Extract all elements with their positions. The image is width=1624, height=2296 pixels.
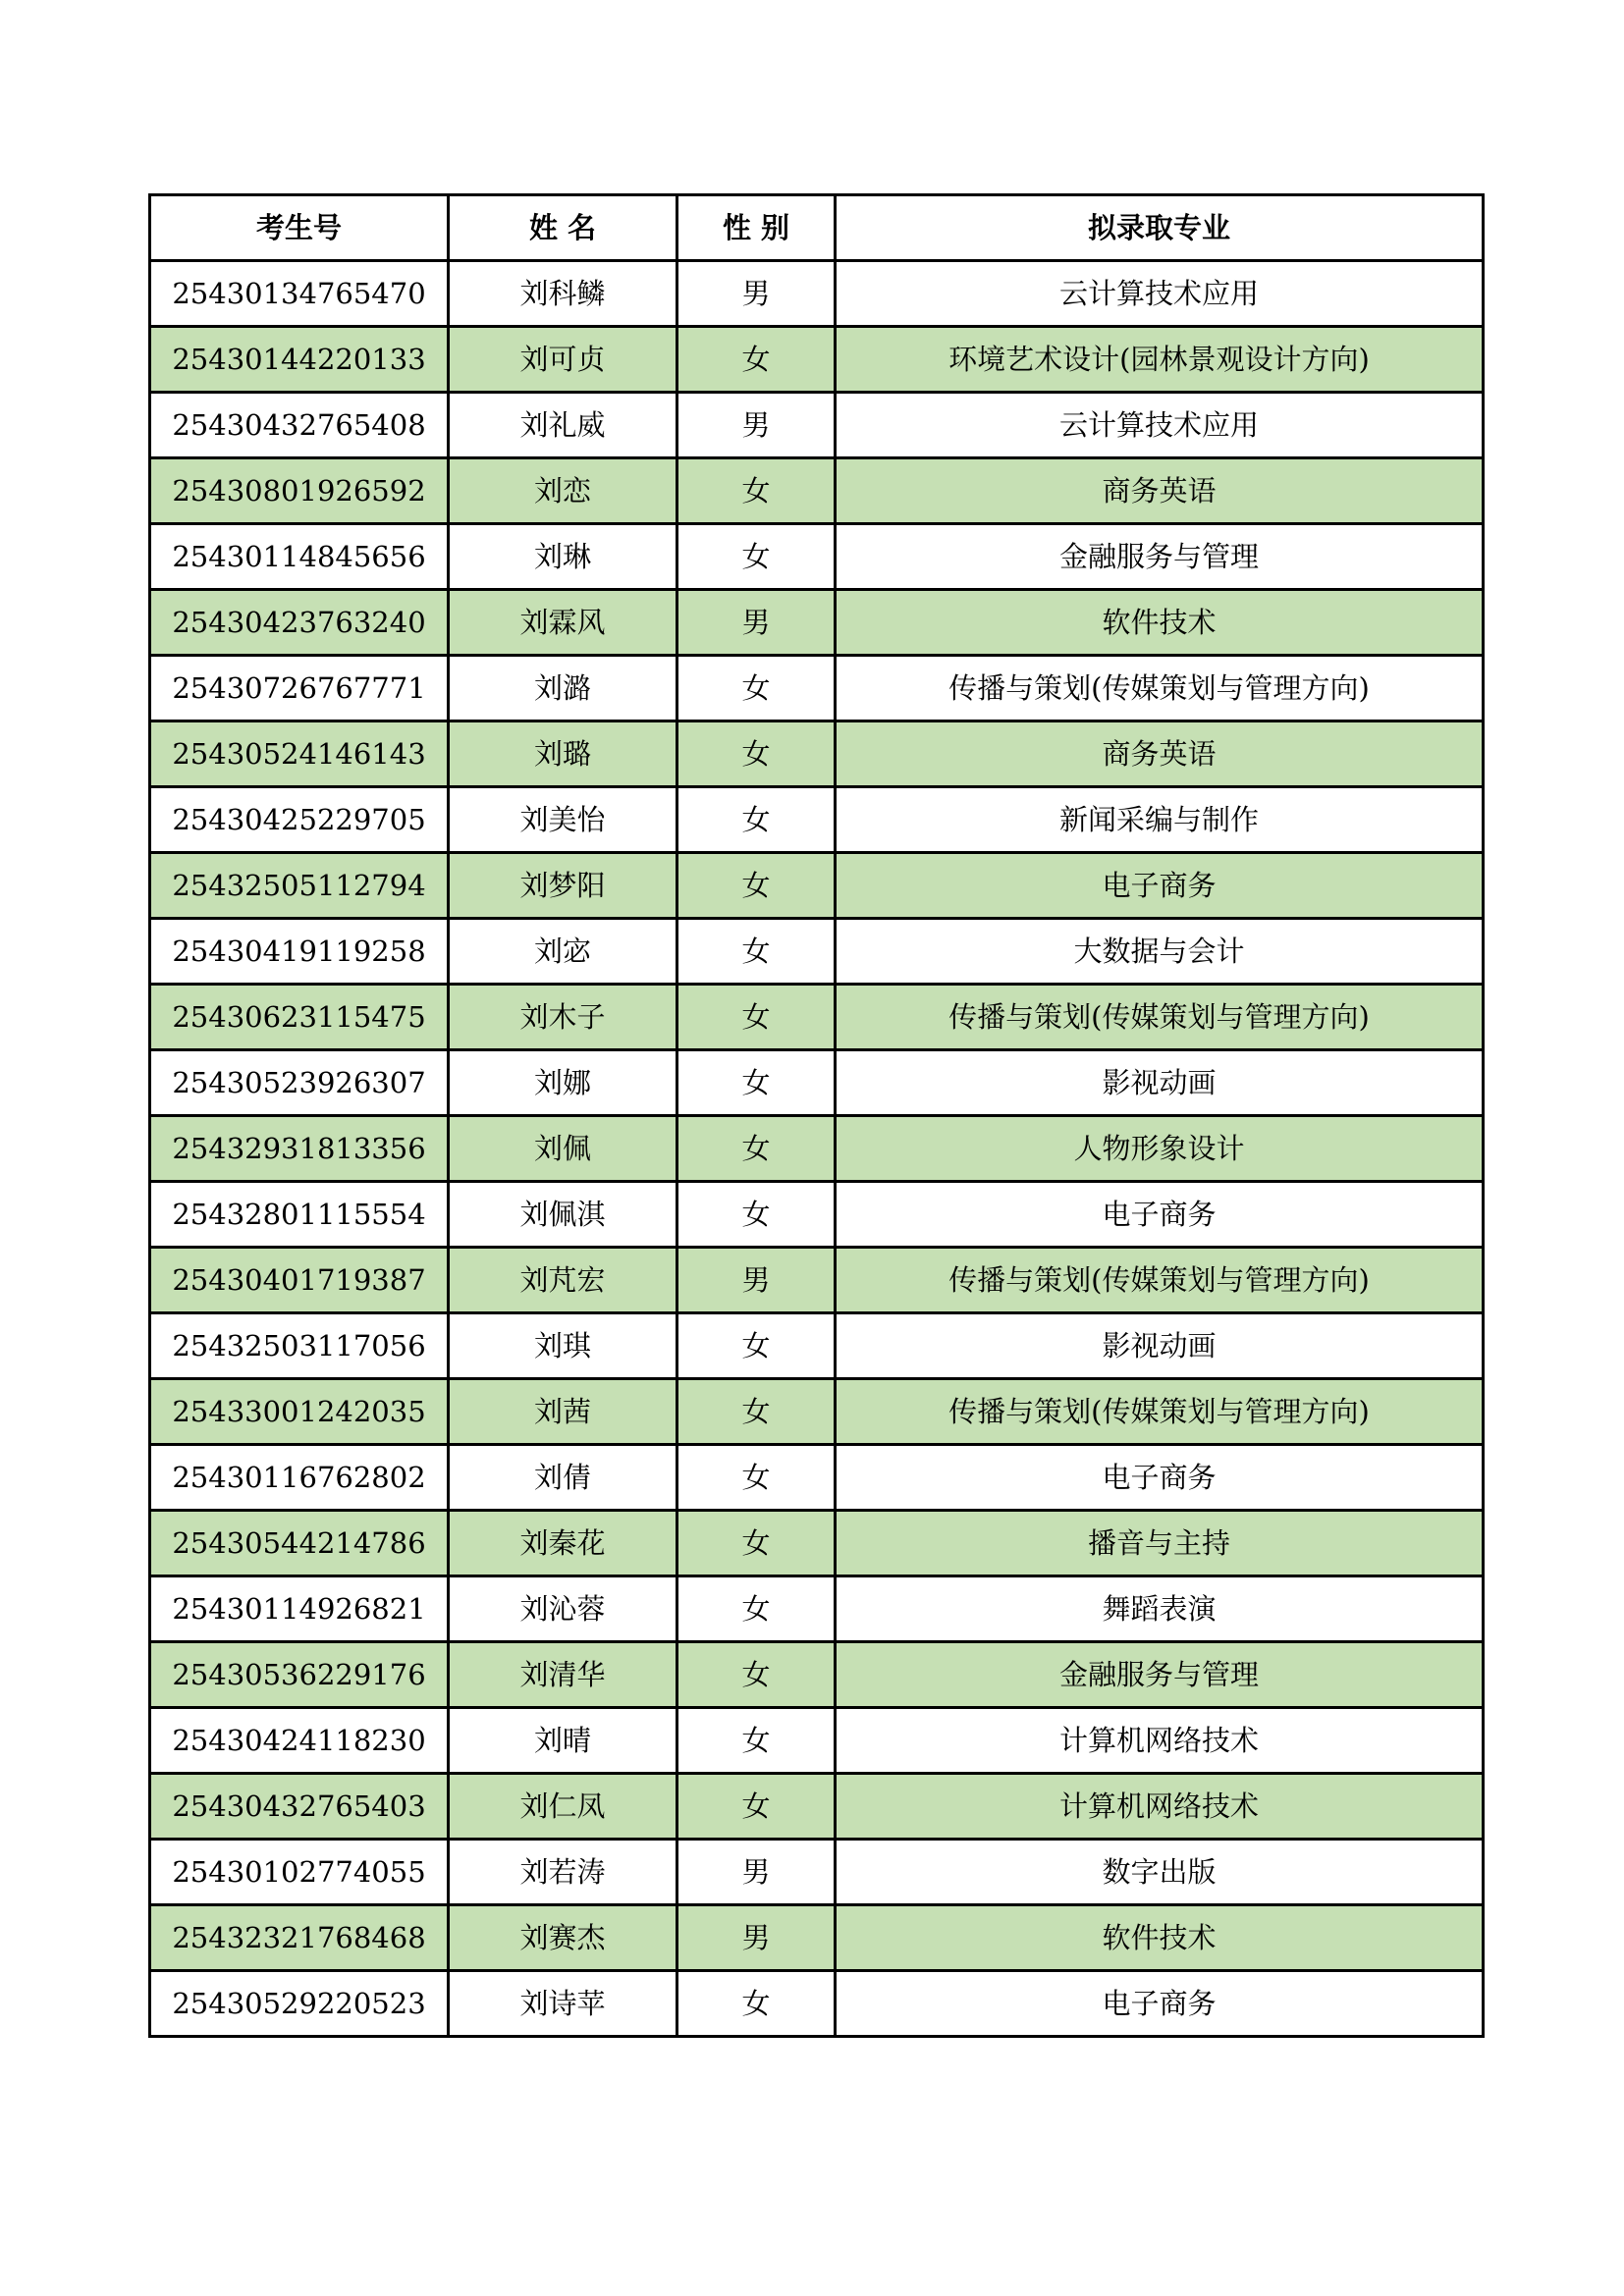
cell-major: 播音与主持	[836, 1511, 1484, 1576]
cell-exam-id: 25430401719387	[150, 1248, 449, 1313]
cell-gender: 女	[677, 1774, 836, 1840]
cell-name: 刘沁蓉	[449, 1576, 677, 1642]
cell-gender: 女	[677, 1379, 836, 1445]
cell-exam-id: 25430726767771	[150, 656, 449, 721]
cell-name: 刘晴	[449, 1708, 677, 1774]
table-row	[150, 1511, 1484, 1576]
cell-name: 刘美怡	[449, 787, 677, 853]
cell-exam-id: 25432931813356	[150, 1116, 449, 1182]
cell-major: 软件技术	[836, 1905, 1484, 1971]
table-row	[150, 327, 1484, 393]
header-gender: 性 别	[677, 195, 836, 261]
cell-major: 影视动画	[836, 1050, 1484, 1116]
cell-exam-id: 25430432765408	[150, 393, 449, 458]
cell-exam-id: 25430801926592	[150, 458, 449, 524]
table-row	[150, 1774, 1484, 1840]
cell-major: 电子商务	[836, 1182, 1484, 1248]
cell-gender: 女	[677, 1971, 836, 2037]
cell-gender: 男	[677, 261, 836, 327]
cell-name: 刘宓	[449, 919, 677, 985]
table-row	[150, 1642, 1484, 1708]
cell-gender: 女	[677, 919, 836, 985]
table-row	[150, 787, 1484, 853]
table-row	[150, 524, 1484, 590]
cell-name: 刘璐	[449, 721, 677, 787]
cell-name: 刘恋	[449, 458, 677, 524]
cell-major: 计算机网络技术	[836, 1708, 1484, 1774]
cell-gender: 女	[677, 985, 836, 1050]
table-row	[150, 1576, 1484, 1642]
cell-name: 刘佩	[449, 1116, 677, 1182]
cell-exam-id: 25430114926821	[150, 1576, 449, 1642]
table-row	[150, 1971, 1484, 2037]
cell-gender: 女	[677, 1708, 836, 1774]
cell-exam-id: 25430623115475	[150, 985, 449, 1050]
cell-major: 传播与策划(传媒策划与管理方向)	[836, 1248, 1484, 1313]
cell-exam-id: 25430432765403	[150, 1774, 449, 1840]
cell-gender: 女	[677, 1116, 836, 1182]
header-name: 姓 名	[449, 195, 677, 261]
admission-table	[148, 193, 1485, 2038]
cell-gender: 女	[677, 1313, 836, 1379]
cell-name: 刘仁凤	[449, 1774, 677, 1840]
table-body	[150, 261, 1484, 2037]
cell-gender: 女	[677, 1050, 836, 1116]
cell-exam-id: 25430134765470	[150, 261, 449, 327]
cell-exam-id: 25430116762802	[150, 1445, 449, 1511]
cell-exam-id: 25430536229176	[150, 1642, 449, 1708]
cell-exam-id: 25430423763240	[150, 590, 449, 656]
header-exam-id: 考生号	[150, 195, 449, 261]
table-row	[150, 1708, 1484, 1774]
cell-gender: 女	[677, 853, 836, 919]
cell-major: 环境艺术设计(园林景观设计方向)	[836, 327, 1484, 393]
cell-major: 电子商务	[836, 853, 1484, 919]
table-row	[150, 393, 1484, 458]
cell-exam-id: 25430419119258	[150, 919, 449, 985]
cell-name: 刘梦阳	[449, 853, 677, 919]
cell-exam-id: 25430102774055	[150, 1840, 449, 1905]
cell-major: 传播与策划(传媒策划与管理方向)	[836, 985, 1484, 1050]
cell-gender: 女	[677, 787, 836, 853]
table-row	[150, 458, 1484, 524]
cell-major: 影视动画	[836, 1313, 1484, 1379]
table-row	[150, 590, 1484, 656]
cell-major: 金融服务与管理	[836, 524, 1484, 590]
cell-gender: 女	[677, 1182, 836, 1248]
cell-name: 刘霖风	[449, 590, 677, 656]
cell-gender: 女	[677, 327, 836, 393]
cell-name: 刘赛杰	[449, 1905, 677, 1971]
table-row	[150, 919, 1484, 985]
cell-name: 刘琪	[449, 1313, 677, 1379]
cell-name: 刘若涛	[449, 1840, 677, 1905]
table-row	[150, 1050, 1484, 1116]
cell-name: 刘佩淇	[449, 1182, 677, 1248]
cell-exam-id: 25430144220133	[150, 327, 449, 393]
cell-gender: 女	[677, 656, 836, 721]
cell-name: 刘芃宏	[449, 1248, 677, 1313]
cell-major: 新闻采编与制作	[836, 787, 1484, 853]
cell-name: 刘清华	[449, 1642, 677, 1708]
cell-name: 刘木子	[449, 985, 677, 1050]
cell-gender: 女	[677, 1642, 836, 1708]
cell-gender: 男	[677, 1248, 836, 1313]
cell-major: 传播与策划(传媒策划与管理方向)	[836, 656, 1484, 721]
cell-exam-id: 25430523926307	[150, 1050, 449, 1116]
cell-name: 刘娜	[449, 1050, 677, 1116]
cell-major: 电子商务	[836, 1971, 1484, 2037]
cell-name: 刘倩	[449, 1445, 677, 1511]
table-row	[150, 853, 1484, 919]
cell-name: 刘琳	[449, 524, 677, 590]
table-row	[150, 1379, 1484, 1445]
cell-major: 软件技术	[836, 590, 1484, 656]
table-row	[150, 1445, 1484, 1511]
cell-major: 数字出版	[836, 1840, 1484, 1905]
cell-name: 刘可贞	[449, 327, 677, 393]
cell-exam-id: 25430424118230	[150, 1708, 449, 1774]
table-row	[150, 1905, 1484, 1971]
table-row	[150, 1182, 1484, 1248]
table-row	[150, 1313, 1484, 1379]
cell-gender: 女	[677, 721, 836, 787]
cell-name: 刘礼威	[449, 393, 677, 458]
cell-major: 云计算技术应用	[836, 393, 1484, 458]
table-row	[150, 1116, 1484, 1182]
cell-name: 刘潞	[449, 656, 677, 721]
cell-gender: 女	[677, 458, 836, 524]
cell-exam-id: 25432505112794	[150, 853, 449, 919]
cell-major: 金融服务与管理	[836, 1642, 1484, 1708]
table-row	[150, 656, 1484, 721]
cell-exam-id: 25432503117056	[150, 1313, 449, 1379]
cell-major: 云计算技术应用	[836, 261, 1484, 327]
cell-gender: 男	[677, 1840, 836, 1905]
cell-gender: 女	[677, 524, 836, 590]
table-row	[150, 985, 1484, 1050]
cell-gender: 男	[677, 1905, 836, 1971]
cell-exam-id: 25432801115554	[150, 1182, 449, 1248]
table-row	[150, 721, 1484, 787]
cell-exam-id: 25433001242035	[150, 1379, 449, 1445]
cell-major: 商务英语	[836, 458, 1484, 524]
cell-name: 刘诗苹	[449, 1971, 677, 2037]
cell-major: 计算机网络技术	[836, 1774, 1484, 1840]
cell-gender: 男	[677, 393, 836, 458]
cell-name: 刘茜	[449, 1379, 677, 1445]
cell-major: 舞蹈表演	[836, 1576, 1484, 1642]
table-row	[150, 1248, 1484, 1313]
cell-name: 刘科鳞	[449, 261, 677, 327]
cell-exam-id: 25430529220523	[150, 1971, 449, 2037]
cell-exam-id: 25430114845656	[150, 524, 449, 590]
cell-major: 人物形象设计	[836, 1116, 1484, 1182]
cell-exam-id: 25430524146143	[150, 721, 449, 787]
cell-name: 刘秦花	[449, 1511, 677, 1576]
header-major: 拟录取专业	[836, 195, 1484, 261]
table-row	[150, 1840, 1484, 1905]
cell-gender: 男	[677, 590, 836, 656]
cell-major: 商务英语	[836, 721, 1484, 787]
cell-exam-id: 25432321768468	[150, 1905, 449, 1971]
cell-exam-id: 25430544214786	[150, 1511, 449, 1576]
cell-gender: 女	[677, 1445, 836, 1511]
cell-major: 电子商务	[836, 1445, 1484, 1511]
table-row	[150, 261, 1484, 327]
cell-major: 大数据与会计	[836, 919, 1484, 985]
table-header-row	[150, 195, 1484, 261]
cell-exam-id: 25430425229705	[150, 787, 449, 853]
cell-major: 传播与策划(传媒策划与管理方向)	[836, 1379, 1484, 1445]
cell-gender: 女	[677, 1511, 836, 1576]
cell-gender: 女	[677, 1576, 836, 1642]
